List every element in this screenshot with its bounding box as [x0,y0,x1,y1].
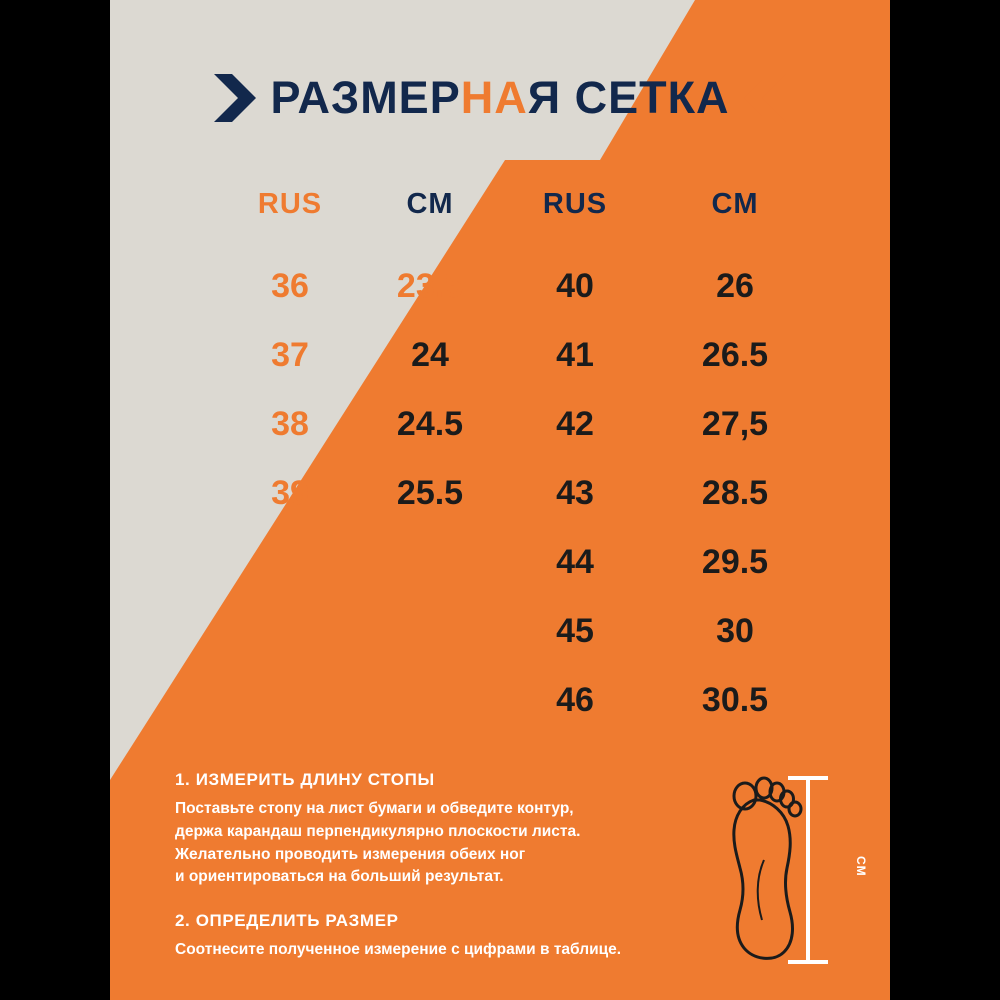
step1-line: и ориентироваться на больший результат. [175,868,504,886]
table-cell: 39 [271,474,309,512]
table-cell: 45 [556,612,594,650]
table-cell: 40 [556,267,594,305]
header-right-rus: RUS [542,188,608,220]
table-cell: 26 [716,267,754,305]
table-cell: 30.5 [701,681,769,719]
table-cell: 23.5 [396,267,464,305]
table-headers [110,188,890,232]
table-cell: 27,5 [701,405,769,443]
title-part-3: Я СЕТКА [527,72,730,123]
table-cell: 46 [556,681,594,719]
step1-line: Поставьте стопу на лист бумаги и обведите контур, [175,800,574,817]
header-left-rus: RUS [257,188,323,220]
table-cell: 41 [556,336,594,374]
column-left-rus [210,252,370,528]
step2-body [175,939,645,962]
table-cell: 29.5 [701,543,769,581]
instructions-block [175,770,645,962]
foot-measure-diagram [690,770,870,970]
table-cell: 25.5 [396,474,464,512]
title-part-1: РАЗМЕР [270,72,461,123]
chevron-right-icon [212,72,256,124]
footprint-icon [690,770,870,970]
chevron-left-icon [744,72,788,124]
table-cell: 44 [556,543,594,581]
table-cell: 24.5 [396,405,464,443]
step2-title: 2. ОПРЕДЕЛИТЬ РАЗМЕР [175,911,399,931]
table-cell: 43 [556,474,594,512]
table-cell: 37 [271,336,309,374]
table-cell: 30 [716,612,754,650]
column-left-cm [350,252,510,528]
column-right-cm [655,252,815,735]
page-title [110,62,890,134]
step1-line: держа карандаш перпендикулярно плоскости листа. [175,822,581,840]
table-cell: 28.5 [701,474,769,512]
header-right-cm: CM [711,188,759,220]
table-cell: 36 [271,267,309,305]
title-part-2: НА [460,72,528,123]
table-cell: 24 [411,336,449,374]
table-cell: 42 [556,405,594,443]
size-chart-card [110,0,890,1000]
step1-title: 1. ИЗМЕРИТЬ ДЛИНУ СТОПЫ [175,770,435,789]
header-left-cm: CM [406,188,454,220]
measure-label: CM [854,856,868,877]
step1-line: Желательно проводить измерения обеих ног [175,845,526,863]
table-cell: 26.5 [701,336,769,374]
column-right-rus [495,252,655,735]
step2-line: Соотнесите полученное измерение с цифрами в таблице. [175,941,622,959]
title-text [270,72,729,124]
step1-body [175,798,645,889]
table-cell: 38 [271,405,309,443]
step2-block [175,911,645,962]
